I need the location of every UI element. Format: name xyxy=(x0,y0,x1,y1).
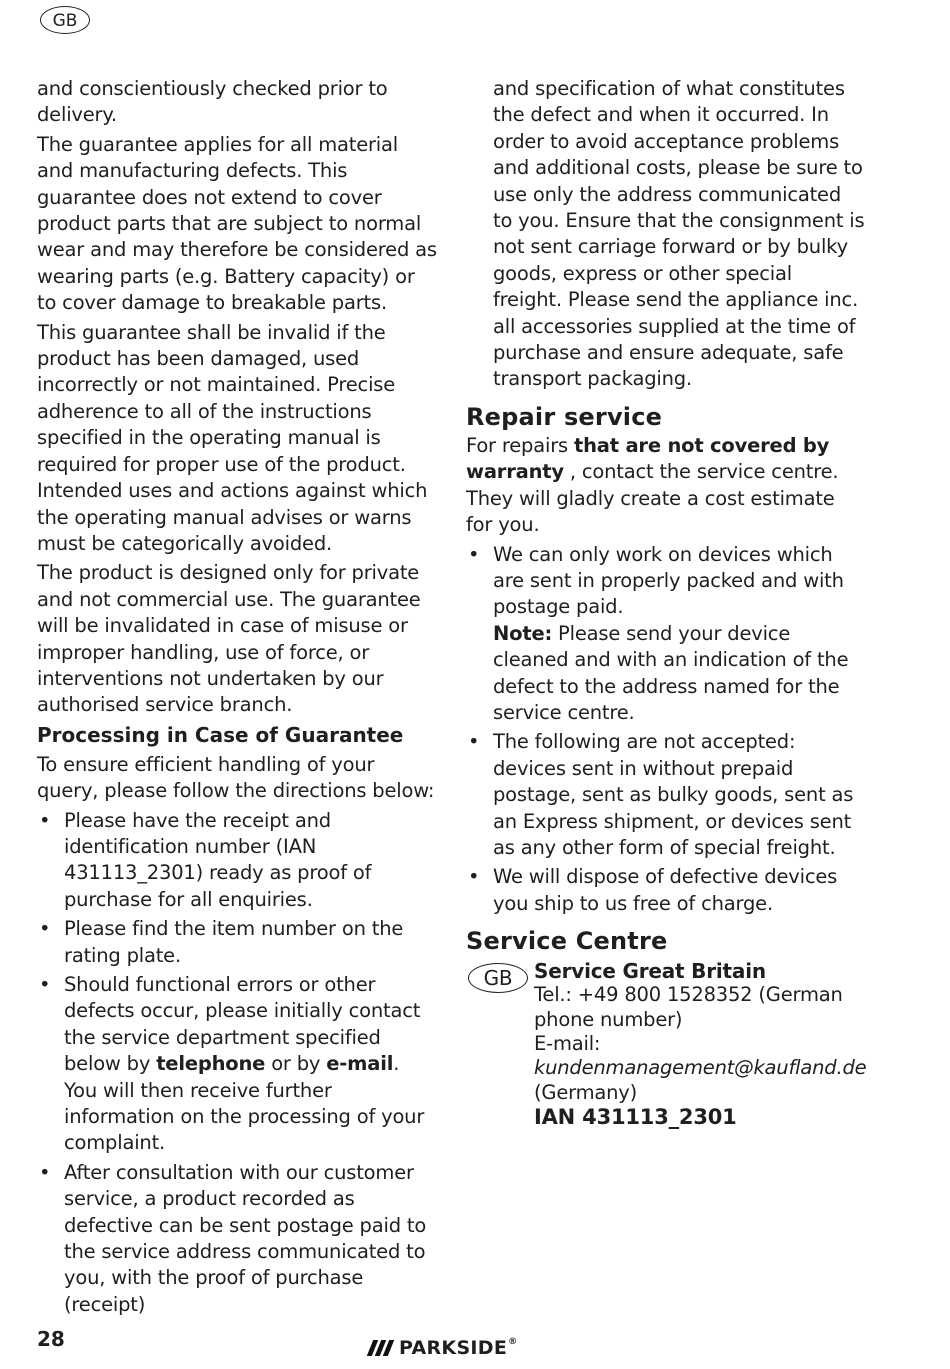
list-text: Should functional errors or other defects occur, please initially contact the service department specified below by xyxy=(64,973,421,1076)
note-text: Please send your device cleaned and with an indication of the defect to the address named for the service centre. xyxy=(493,621,849,724)
emphasis-not-covered: that are not covered by warranty xyxy=(466,433,830,484)
service-phone: Tel.: +49 800 1528352 (German phone number) xyxy=(534,983,843,1031)
brand-logo xyxy=(370,1337,517,1359)
service-email: kundenmanagement@kaufland.de xyxy=(534,1056,867,1080)
left-column xyxy=(37,76,437,1321)
service-country: (Germany) xyxy=(534,1080,638,1104)
note-label: Note: xyxy=(493,621,553,645)
list-item: • The following are not accepted: devices sent in without prepaid postage, sent as bulky goods, sent as an Express shipment, or devices sent as any other form of special freight. xyxy=(466,729,866,861)
paragraph-continuation: and specification of what constitutes the defect and when it occurred. In order to avoid acceptance problems and additional costs, please be sure to use only the address communicated to you. Ensure that the consignment is not sent carriage forward or by bulky goods, express or other special freight. Please send the appliance inc. all accessories supplied at the time of purchase and ensure adequate, safe transport packaging. xyxy=(493,77,865,391)
section-heading-service-centre: Service Centre xyxy=(466,927,668,956)
list-item xyxy=(466,542,866,727)
page-number: 28 xyxy=(37,1327,65,1351)
text: , contact the service centre. They will gladly create a cost estimate for you. xyxy=(466,460,839,537)
section-heading-guarantee-processing: Processing in Case of Guarantee xyxy=(37,722,404,747)
list-item: • Please find the item number on the rating plate. xyxy=(37,916,437,969)
paragraph: and conscientiously checked prior to delivery. xyxy=(37,77,388,127)
list-item xyxy=(37,972,437,1157)
service-title: Service Great Britain xyxy=(534,959,766,984)
paragraph: This guarantee shall be invalid if the product has been damaged, used incorrectly or not maintained. Precise adherence to all of the instructions specified in the operating manual is required for proper use of the product. Intended uses and actions against which the operating manual advises or warns must be categorically avoided. xyxy=(37,320,428,555)
paragraph: The product is designed only for private and not commercial use. The guarantee will be invalidated in case of misuse or improper handling, use of force, or interventions not undertaken by our authorised service branch. xyxy=(37,561,421,717)
service-email-label: E-mail: xyxy=(534,1032,601,1056)
service-ian: IAN 431113_2301 xyxy=(534,1104,737,1129)
list-text: or by xyxy=(265,1052,327,1076)
text: For repairs xyxy=(466,433,574,457)
list-text: We can only work on devices which are sent in properly packed and with postage paid. xyxy=(493,542,844,619)
brand-name: PARKSIDE xyxy=(399,1337,508,1359)
paragraph: To ensure efficient handling of your query, please follow the directions below: xyxy=(37,752,435,803)
guarantee-steps-list xyxy=(37,808,437,1319)
repair-list xyxy=(466,542,866,918)
country-badge-gb: GB xyxy=(40,6,90,34)
right-column xyxy=(466,76,866,1129)
country-badge-gb: GB xyxy=(468,963,528,993)
note xyxy=(493,621,866,727)
registered-mark: ® xyxy=(508,1337,518,1347)
emphasis-telephone: telephone xyxy=(156,1052,266,1076)
list-item: • After consultation with our customer service, a product recorded as defective can be sent postage paid to the service address communicated to you, with the proof of purchase (receipt) xyxy=(37,1160,437,1318)
paragraph xyxy=(466,433,866,539)
paragraph: The guarantee applies for all material and manufacturing defects. This guarantee does not extend to cover product parts that are subject to normal wear and may therefore be considered as wearing parts (e.g. Battery capacity) or to cover damage to breakable parts. xyxy=(37,132,437,315)
emphasis-email: e-mail xyxy=(326,1052,394,1076)
brand-slashes-icon xyxy=(370,1340,391,1356)
section-heading-repair-service: Repair service xyxy=(466,402,663,431)
list-item: • Please have the receipt and identification number (IAN 431113_2301) ready as proof of purchase for all enquiries. xyxy=(37,808,437,914)
service-centre-block xyxy=(466,959,866,1129)
list-text: . You will then receive further information on the processing of your complaint. xyxy=(64,1052,425,1155)
list-item: • We will dispose of defective devices you ship to us free of charge. xyxy=(466,864,866,917)
